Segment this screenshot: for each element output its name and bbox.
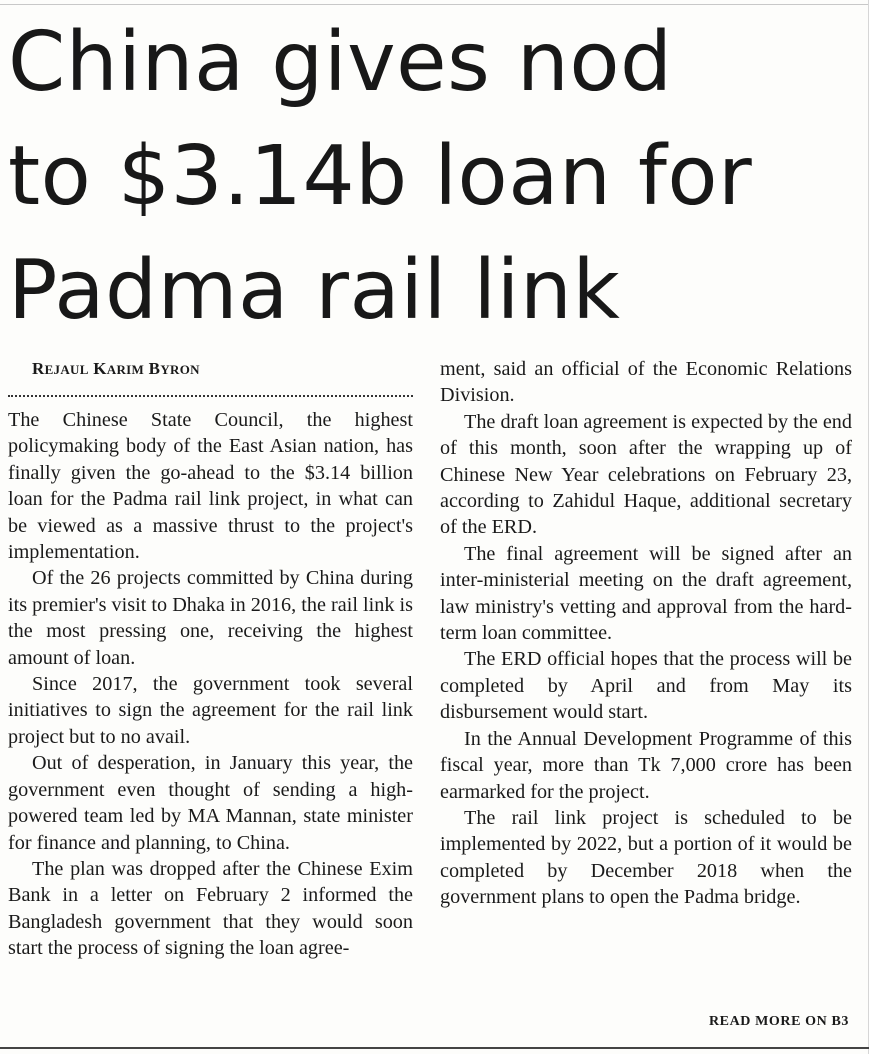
bottom-rule [0,1047,869,1049]
top-rule [0,4,869,5]
byline-text: REJAUL KARIM BYRON [32,359,200,378]
paragraph: The Chinese State Council, the highest policymaking body of the East Asian nation, has finally given the go-ahead to the $3.14 billion loan for the Padma rail link project, in what can be viewed as a massive thrust to the project's implementation. [8,409,413,564]
paragraph: Of the 26 projects committed by China during its premier's visit to Dhaka in 2016, the rail link is the most pressing one, receiving the highest amount of loan. [8,567,413,669]
read-more-link[interactable]: READ MORE ON B3 [708,1014,849,1029]
headline-line-1: China gives nod [8,15,673,110]
paragraph: In the Annual Development Programme of this fiscal year, more than Tk 7,000 crore has been earmarked for the project. [440,727,852,803]
paragraph: The draft loan agreement is expected by the end of this month, soon after the wrapping up of Chinese New Year celebrations on February 23, according to Zahidul Haque, additional secretary of the ERD. [440,410,852,539]
article-column-left [8,356,413,962]
paragraph: Since 2017, the government took several initiatives to sign the agreement for the rail link project but to no avail. [8,673,413,748]
paragraph: The rail link project is scheduled to be implemented by 2022, but a portion of it would be completed by December 2018 when the government plans to open the Padma bridge. [440,806,852,909]
article-column-right [440,356,852,911]
paragraph: The ERD official hopes that the process will be completed by April and from May its disbursement would start. [440,648,852,724]
paragraph: Out of desperation, in January this year, the government even thought of sending a high-powered team led by MA Mannan, state minister for finance and planning, to China. [8,752,413,854]
paragraph: ment, said an official of the Economic Relations Division. [440,358,852,407]
headline [8,6,858,348]
paragraph: The final agreement will be signed after an inter-ministerial meeting on the draft agreement, law ministry's vetting and approval from the hard-term loan committee. [440,542,852,645]
headline-line-2: to $3.14b loan for [8,129,753,224]
paragraph: The plan was dropped after the Chinese Exim Bank in a letter on February 2 informed the Bangladesh government that they would soon start the process of signing the loan agree- [8,857,413,960]
dotted-separator [8,385,413,397]
headline-line-3: Padma rail link [8,243,621,338]
byline [8,356,413,383]
